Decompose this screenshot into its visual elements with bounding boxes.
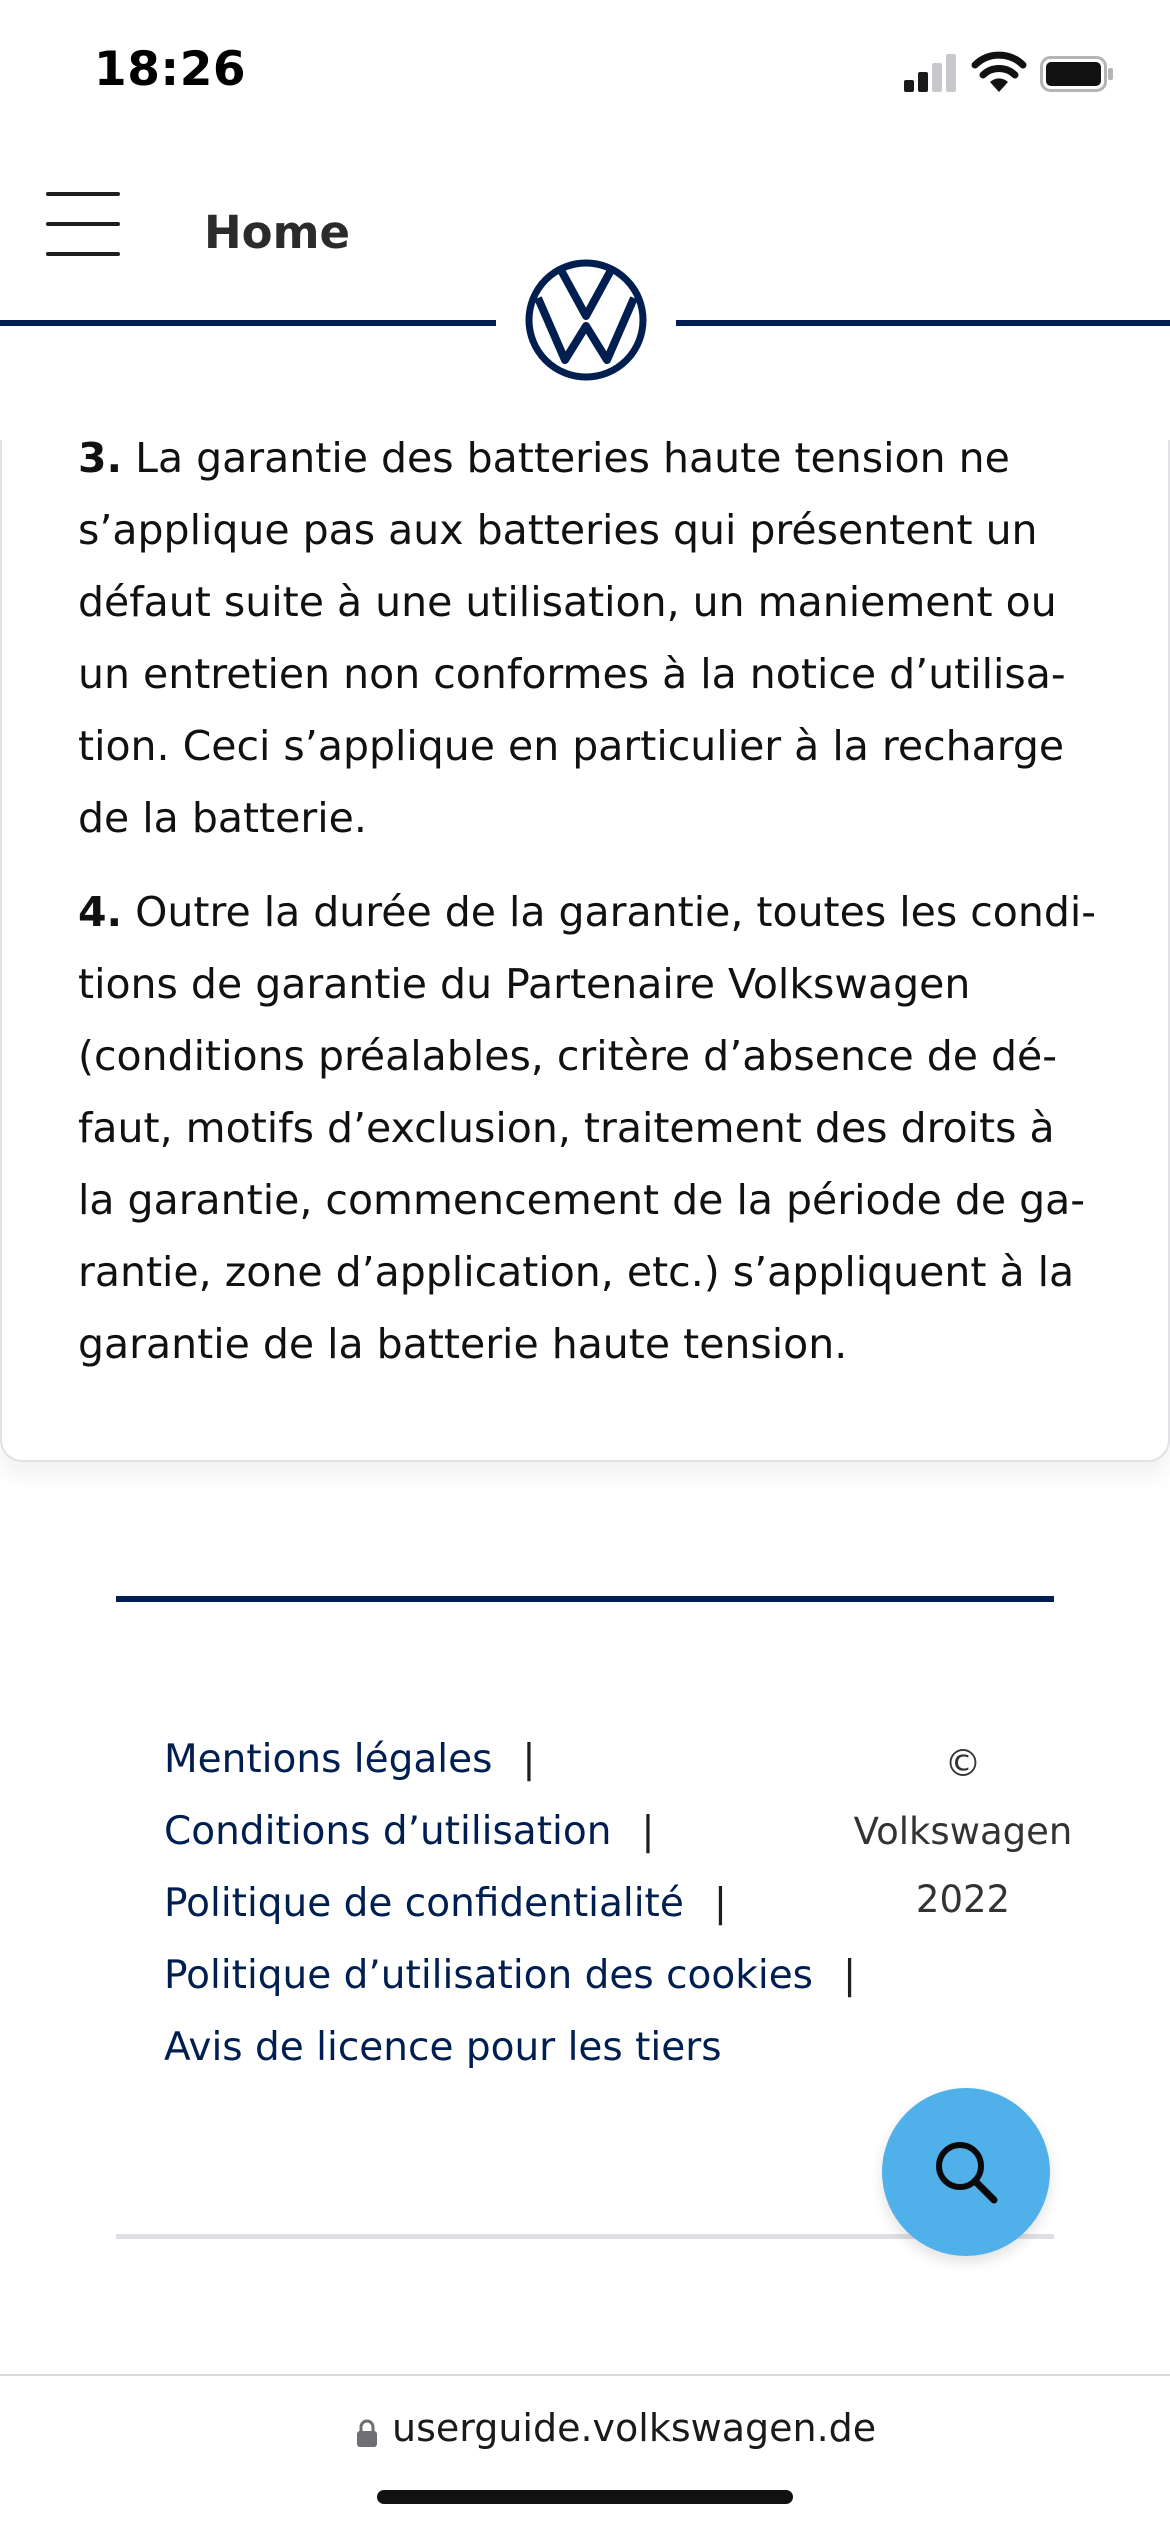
status-time: 18:26 — [94, 42, 247, 97]
paragraph-line: la garantie, commencement de la période de ga- — [78, 1176, 1086, 1224]
wifi-icon — [970, 50, 1028, 94]
hamburger-menu-icon[interactable] — [46, 190, 120, 256]
paragraph-number: 3. — [78, 434, 123, 482]
battery-icon — [1040, 56, 1114, 92]
copyright-year: 2022 — [915, 1878, 1011, 1921]
search-button[interactable] — [882, 2088, 1050, 2256]
footer-links — [164, 1724, 864, 2084]
link-separator: | — [843, 1953, 857, 1998]
paragraph-line: faut, motifs d’exclusion, traitement des droits à — [78, 1104, 1055, 1152]
paragraph-line: de la batterie. — [78, 794, 367, 842]
browser-bar-divider — [0, 2374, 1170, 2376]
footer-divider — [116, 1596, 1054, 1602]
home-indicator[interactable] — [377, 2490, 793, 2504]
header-divider-left — [0, 320, 496, 326]
copyright-owner: Volkswagen — [853, 1810, 1073, 1853]
page-title[interactable]: Home — [204, 206, 350, 259]
link-politique-cookies[interactable]: Politique d’utilisation des cookies — [164, 1953, 814, 1998]
copyright-symbol: © — [944, 1742, 982, 1785]
search-icon — [930, 2136, 1002, 2208]
paragraph-number: 4. — [78, 888, 123, 936]
volkswagen-logo[interactable] — [524, 258, 648, 382]
paragraph-line: s’applique pas aux batteries qui présentent un — [78, 506, 1038, 554]
paragraph-line: tions de garantie du Partenaire Volkswagen — [78, 960, 971, 1008]
link-politique-confidentialite[interactable]: Politique de confidentialité — [164, 1881, 684, 1926]
cellular-signal-icon — [904, 52, 958, 92]
copyright-notice — [850, 1730, 1076, 1934]
paragraph-3 — [78, 422, 1098, 854]
paragraph-line: tion. Ceci s’applique en particulier à la recharge — [78, 722, 1065, 770]
link-avis-licence[interactable]: Avis de licence pour les tiers — [164, 2025, 722, 2070]
paragraph-line: un entretien non conformes à la notice d’utilisa- — [78, 650, 1066, 698]
link-conditions-utilisation[interactable]: Conditions d’utilisation — [164, 1809, 612, 1854]
link-mentions-legales[interactable]: Mentions légales — [164, 1737, 493, 1782]
paragraph-line: La garantie des batteries haute tension ne — [135, 434, 1010, 482]
link-separator: | — [522, 1737, 536, 1782]
lock-icon — [356, 2418, 378, 2448]
url-address[interactable]: userguide.volkswagen.de — [392, 2406, 877, 2450]
link-separator: | — [713, 1881, 727, 1926]
paragraph-line: rantie, zone d’application, etc.) s’appliquent à la — [78, 1248, 1075, 1296]
paragraph-line: défaut suite à une utilisation, un maniement ou — [78, 578, 1057, 626]
paragraph-line: garantie de la batterie haute tension. — [78, 1320, 848, 1368]
link-separator: | — [641, 1809, 655, 1854]
paragraph-4 — [78, 876, 1098, 1380]
paragraph-line: (conditions préalables, critère d’absence de dé- — [78, 1032, 1058, 1080]
header-divider-right — [676, 320, 1170, 326]
paragraph-line: Outre la durée de la garantie, toutes les condi- — [135, 888, 1097, 936]
